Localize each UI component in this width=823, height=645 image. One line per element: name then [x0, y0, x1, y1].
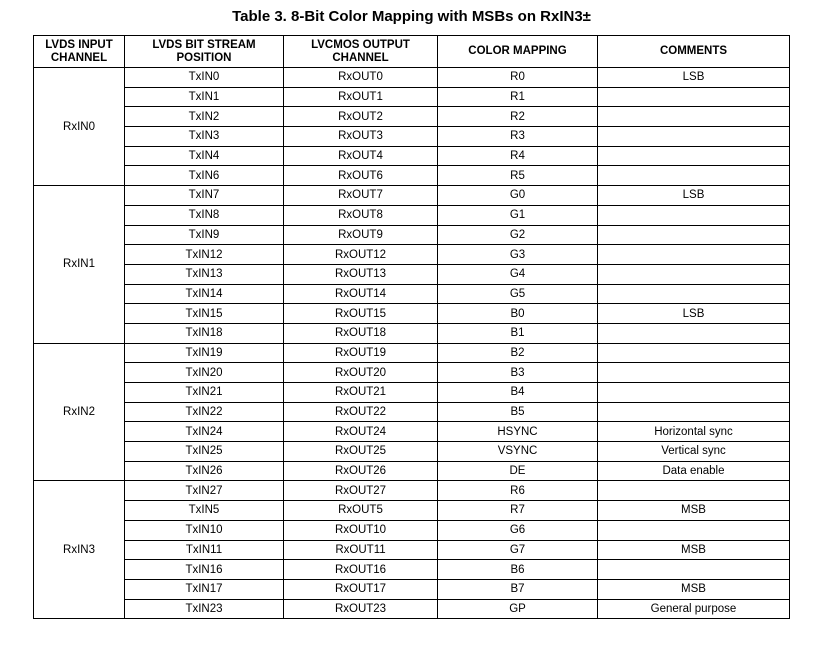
comments-cell: [598, 107, 790, 127]
bit-stream-position-cell: TxIN1: [125, 87, 284, 107]
table-row: [34, 461, 790, 481]
output-channel-cell: RxOUT1: [284, 87, 438, 107]
output-channel-cell: RxOUT26: [284, 461, 438, 481]
bit-stream-position-cell: TxIN4: [125, 146, 284, 166]
bit-stream-position-cell: TxIN20: [125, 363, 284, 383]
bit-stream-position-cell: TxIN15: [125, 304, 284, 324]
input-channel-cell: RxIN2: [34, 343, 125, 481]
comments-cell: [598, 323, 790, 343]
color-mapping-cell: VSYNC: [438, 442, 598, 462]
comments-cell: [598, 481, 790, 501]
table-row: [34, 284, 790, 304]
output-channel-cell: RxOUT4: [284, 146, 438, 166]
output-channel-cell: RxOUT2: [284, 107, 438, 127]
table-row: [34, 501, 790, 521]
table-row: [34, 383, 790, 403]
bit-stream-position-cell: TxIN27: [125, 481, 284, 501]
bit-stream-position-cell: TxIN25: [125, 442, 284, 462]
output-channel-cell: RxOUT23: [284, 599, 438, 619]
table-row: [34, 186, 790, 206]
table-row: [34, 264, 790, 284]
comments-cell: General purpose: [598, 599, 790, 619]
color-mapping-cell: G6: [438, 520, 598, 540]
comments-cell: [598, 205, 790, 225]
color-mapping-cell: HSYNC: [438, 422, 598, 442]
comments-cell: [598, 127, 790, 147]
output-channel-cell: RxOUT22: [284, 402, 438, 422]
table-header-row: [34, 36, 790, 68]
output-channel-cell: RxOUT13: [284, 264, 438, 284]
output-channel-cell: RxOUT25: [284, 442, 438, 462]
table-title: Table 3. 8-Bit Color Mapping with MSBs on RxIN3±: [232, 8, 591, 25]
bit-stream-position-cell: TxIN22: [125, 402, 284, 422]
table-row: [34, 442, 790, 462]
comments-cell: [598, 166, 790, 186]
color-mapping-cell: B4: [438, 383, 598, 403]
bit-stream-position-cell: TxIN17: [125, 579, 284, 599]
table-row: [34, 422, 790, 442]
header-comments: COMMENTS: [598, 36, 790, 68]
table-row: [34, 560, 790, 580]
output-channel-cell: RxOUT5: [284, 501, 438, 521]
output-channel-cell: RxOUT19: [284, 343, 438, 363]
bit-stream-position-cell: TxIN3: [125, 127, 284, 147]
comments-cell: [598, 363, 790, 383]
comments-cell: [598, 343, 790, 363]
color-mapping-cell: G5: [438, 284, 598, 304]
header-lvcmos-output-channel: LVCMOS OUTPUT CHANNEL: [284, 36, 438, 68]
color-mapping-cell: R5: [438, 166, 598, 186]
table-row: [34, 402, 790, 422]
color-mapping-cell: R6: [438, 481, 598, 501]
color-mapping-cell: R4: [438, 146, 598, 166]
table-row: [34, 363, 790, 383]
comments-cell: [598, 146, 790, 166]
output-channel-cell: RxOUT11: [284, 540, 438, 560]
comments-cell: [598, 264, 790, 284]
comments-cell: LSB: [598, 304, 790, 324]
table-row: [34, 107, 790, 127]
color-mapping-cell: G3: [438, 245, 598, 265]
table-row: [34, 225, 790, 245]
table-row: [34, 245, 790, 265]
bit-stream-position-cell: TxIN26: [125, 461, 284, 481]
header-lvds-bit-stream-position: LVDS BIT STREAM POSITION: [125, 36, 284, 68]
output-channel-cell: RxOUT27: [284, 481, 438, 501]
bit-stream-position-cell: TxIN21: [125, 383, 284, 403]
bit-stream-position-cell: TxIN8: [125, 205, 284, 225]
bit-stream-position-cell: TxIN24: [125, 422, 284, 442]
input-channel-cell: RxIN0: [34, 68, 125, 186]
bit-stream-position-cell: TxIN0: [125, 68, 284, 88]
comments-cell: [598, 225, 790, 245]
color-mapping-cell: R7: [438, 501, 598, 521]
bit-stream-position-cell: TxIN19: [125, 343, 284, 363]
output-channel-cell: RxOUT20: [284, 363, 438, 383]
table-row: [34, 579, 790, 599]
output-channel-cell: RxOUT10: [284, 520, 438, 540]
output-channel-cell: RxOUT9: [284, 225, 438, 245]
color-mapping-cell: B0: [438, 304, 598, 324]
table-row: [34, 599, 790, 619]
comments-cell: [598, 284, 790, 304]
bit-stream-position-cell: TxIN11: [125, 540, 284, 560]
color-mapping-cell: DE: [438, 461, 598, 481]
color-mapping-cell: G4: [438, 264, 598, 284]
color-mapping-cell: R3: [438, 127, 598, 147]
output-channel-cell: RxOUT7: [284, 186, 438, 206]
table-body: [34, 68, 790, 619]
output-channel-cell: RxOUT6: [284, 166, 438, 186]
color-mapping-cell: R2: [438, 107, 598, 127]
color-mapping-cell: B7: [438, 579, 598, 599]
table-row: [34, 304, 790, 324]
table-row: [34, 343, 790, 363]
header-color-mapping: COLOR MAPPING: [438, 36, 598, 68]
table-row: [34, 68, 790, 88]
comments-cell: Data enable: [598, 461, 790, 481]
bit-stream-position-cell: TxIN14: [125, 284, 284, 304]
table-row: [34, 87, 790, 107]
output-channel-cell: RxOUT12: [284, 245, 438, 265]
table-row: [34, 481, 790, 501]
comments-cell: LSB: [598, 186, 790, 206]
color-mapping-cell: B1: [438, 323, 598, 343]
comments-cell: [598, 245, 790, 265]
output-channel-cell: RxOUT0: [284, 68, 438, 88]
comments-cell: [598, 402, 790, 422]
color-mapping-cell: B6: [438, 560, 598, 580]
output-channel-cell: RxOUT18: [284, 323, 438, 343]
bit-stream-position-cell: TxIN6: [125, 166, 284, 186]
color-mapping-cell: G0: [438, 186, 598, 206]
table-row: [34, 323, 790, 343]
comments-cell: MSB: [598, 540, 790, 560]
color-mapping-cell: G1: [438, 205, 598, 225]
comments-cell: [598, 87, 790, 107]
bit-stream-position-cell: TxIN10: [125, 520, 284, 540]
output-channel-cell: RxOUT15: [284, 304, 438, 324]
comments-cell: Vertical sync: [598, 442, 790, 462]
comments-cell: LSB: [598, 68, 790, 88]
bit-stream-position-cell: TxIN9: [125, 225, 284, 245]
output-channel-cell: RxOUT24: [284, 422, 438, 442]
color-mapping-cell: R1: [438, 87, 598, 107]
comments-cell: Horizontal sync: [598, 422, 790, 442]
bit-stream-position-cell: TxIN7: [125, 186, 284, 206]
color-mapping-table: [33, 35, 790, 619]
comments-cell: [598, 560, 790, 580]
bit-stream-position-cell: TxIN16: [125, 560, 284, 580]
output-channel-cell: RxOUT16: [284, 560, 438, 580]
output-channel-cell: RxOUT21: [284, 383, 438, 403]
comments-cell: [598, 383, 790, 403]
comments-cell: MSB: [598, 501, 790, 521]
table-row: [34, 127, 790, 147]
header-lvds-input-channel: LVDS INPUT CHANNEL: [34, 36, 125, 68]
bit-stream-position-cell: TxIN13: [125, 264, 284, 284]
table-row: [34, 166, 790, 186]
color-mapping-cell: G2: [438, 225, 598, 245]
color-mapping-cell: G7: [438, 540, 598, 560]
color-mapping-cell: B3: [438, 363, 598, 383]
output-channel-cell: RxOUT17: [284, 579, 438, 599]
input-channel-cell: RxIN1: [34, 186, 125, 344]
color-mapping-cell: B5: [438, 402, 598, 422]
color-mapping-cell: GP: [438, 599, 598, 619]
comments-cell: MSB: [598, 579, 790, 599]
bit-stream-position-cell: TxIN18: [125, 323, 284, 343]
output-channel-cell: RxOUT8: [284, 205, 438, 225]
table-row: [34, 205, 790, 225]
table-row: [34, 540, 790, 560]
input-channel-cell: RxIN3: [34, 481, 125, 619]
color-mapping-cell: R0: [438, 68, 598, 88]
output-channel-cell: RxOUT3: [284, 127, 438, 147]
bit-stream-position-cell: TxIN12: [125, 245, 284, 265]
output-channel-cell: RxOUT14: [284, 284, 438, 304]
bit-stream-position-cell: TxIN23: [125, 599, 284, 619]
table-row: [34, 520, 790, 540]
color-mapping-cell: B2: [438, 343, 598, 363]
comments-cell: [598, 520, 790, 540]
bit-stream-position-cell: TxIN5: [125, 501, 284, 521]
table-row: [34, 146, 790, 166]
bit-stream-position-cell: TxIN2: [125, 107, 284, 127]
